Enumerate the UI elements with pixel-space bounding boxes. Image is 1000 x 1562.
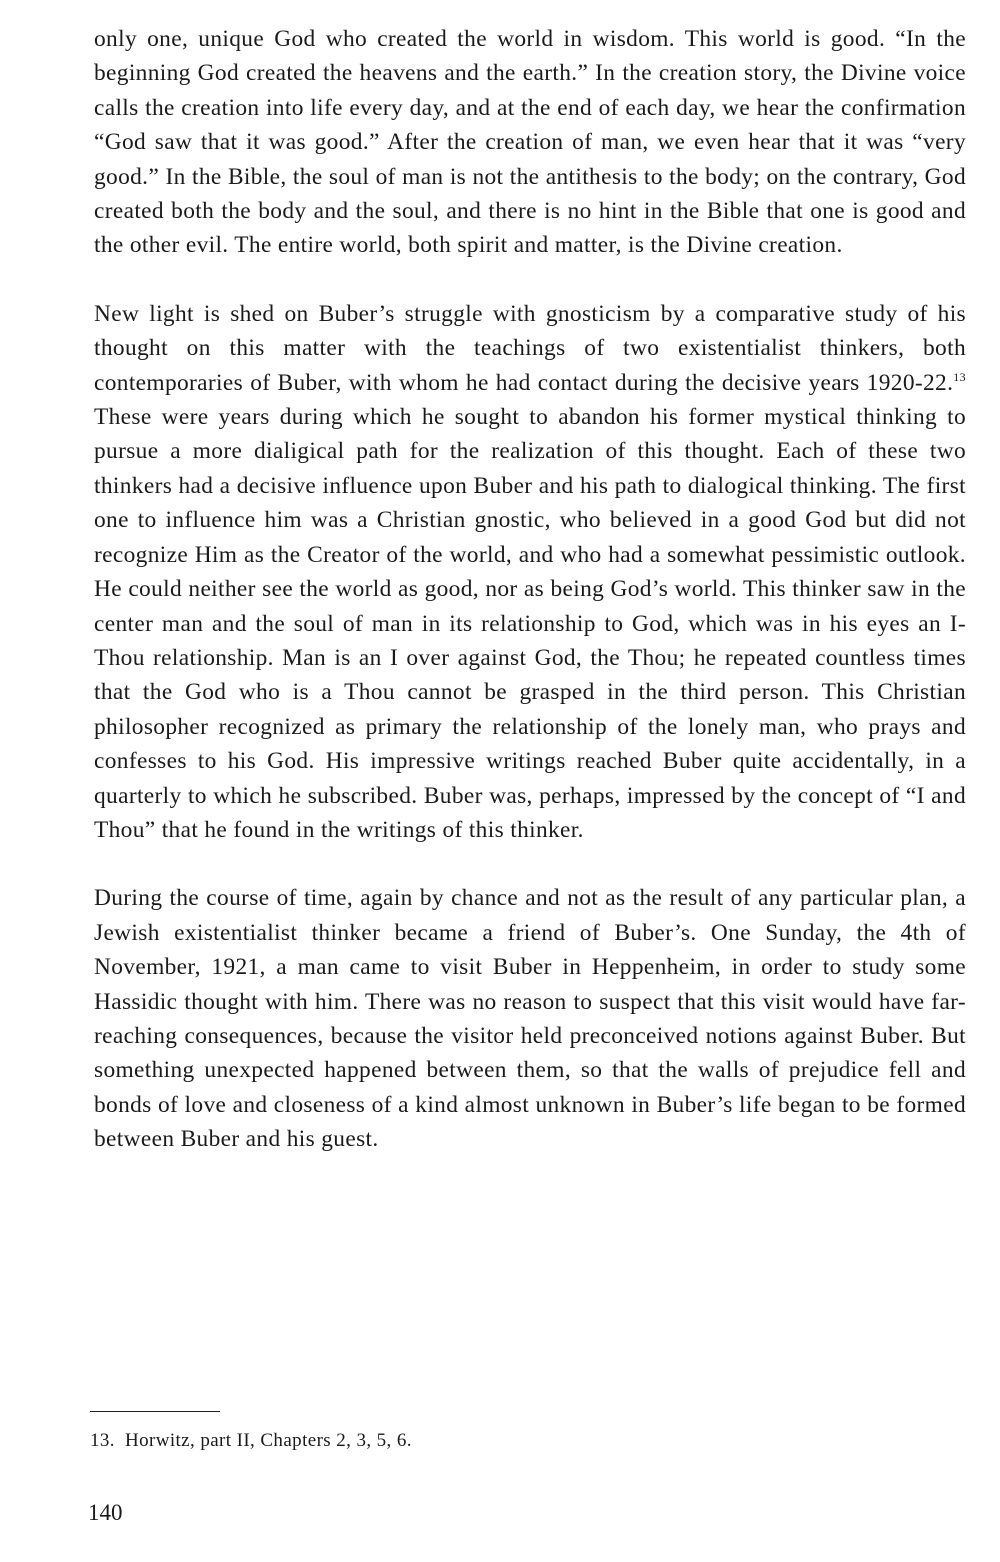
paragraph-creation: only one, unique God who created the world in wisdom. This world is good. “In the beginning God created the heavens and the earth.” In the creation story, the Divine voice calls the creation into life every day, and at the end of each day, we hear the confirmation “God saw that it was good.” After the creation of man, we even hear that it was “very good.” In the Bible, the soul of man is not the antithesis to the body; on the contrary, God created both the body and the soul, and there is no hint in the Bible that one is good and the other evil. The entire world, both spirit and matter, is the Divine creation.: [94, 26, 966, 259]
footnote: [90, 1428, 412, 1454]
footnote-reference[interactable]: 13: [953, 369, 966, 384]
paragraph-gnosticism: [94, 297, 966, 848]
footnote-number: 13.: [90, 1430, 115, 1451]
paragraph-gnosticism-text-before-ref: New light is shed on Buber’s struggle with gnosticism by a comparative study of his thought on this matter with the teachings of two existentialist thinkers, both contemporaries of Buber, with whom he had contact during the decisive years 1920-22.: [94, 300, 966, 396]
paragraph-jewish-thinker: During the course of time, again by chance and not as the result of any particular plan, a Jewish existentialist thinker became a friend of Buber’s. One Sunday, the 4th of November, 1921, a man came to visit Buber in Heppenheim, in order to study some Hassidic thought with him. There was no reason to suspect that this visit would have far-reaching consequences, because the visitor held preconceived notions against Buber. But something unexpected happened between them, so that the walls of prejudice fell and bonds of love and closeness of a kind almost unknown in Buber’s life began to be formed between Buber and his guest.: [94, 885, 966, 1153]
page-number: 140: [88, 1500, 123, 1525]
footnote-divider: [90, 1411, 220, 1412]
page-body: [94, 22, 966, 1157]
footnote-text: Horwitz, part II, Chapters 2, 3, 5, 6.: [124, 1430, 412, 1451]
paragraph-gnosticism-text-after-ref: These were years during which he sought to abandon his former mystical thinking to pursue a more dialigical path for the realization of this thought. Each of these two thinkers had a decisive influence upon Buber and his path to dialogical thinking. The first one to influence him was a Christian gnostic, who believed in a good God but did not recognize Him as the Creator of the world, and who had a somewhat pessimistic outlook. He could neither see the world as good, nor as being God’s world. This thinker saw in the center man and the soul of man in its relationship to God, which was in his eyes an I-Thou relationship. Man is an I over against God, the Thou; he repeated countless times that the God who is a Thou cannot be grasped in the third person. This Christian philosopher recognized as primary the relationship of the lonely man, who prays and confesses to his God. His impressive writings reached Buber quite accidentally, in a quarterly to which he subscribed. Buber was, perhaps, impressed by the concept of “I and Thou” that he found in the writings of this thinker.: [94, 404, 966, 843]
